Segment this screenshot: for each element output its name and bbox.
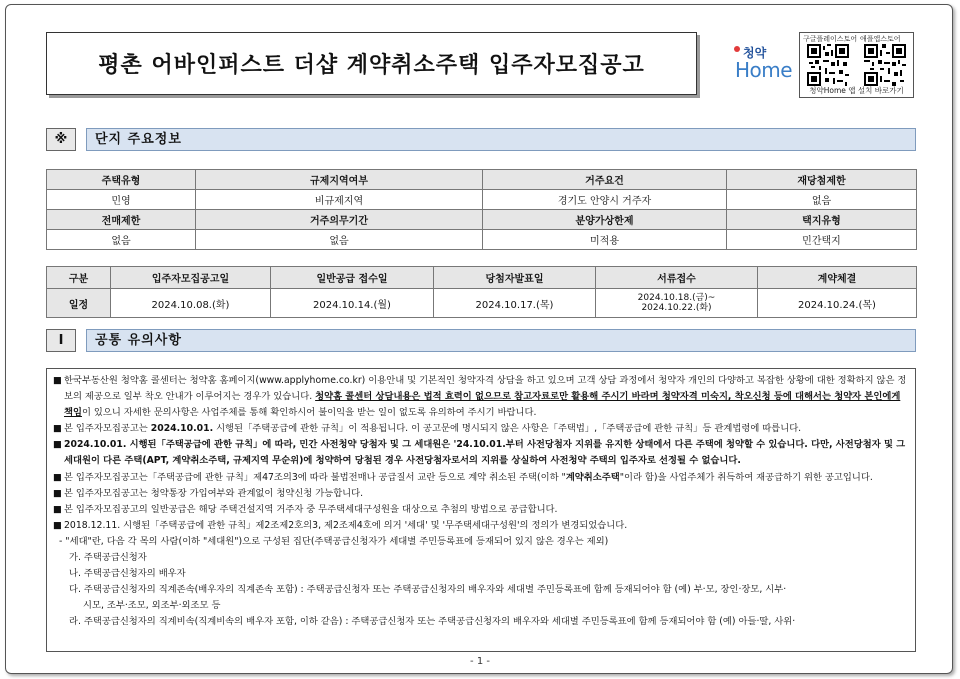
table-header-cell: 구분	[47, 267, 111, 289]
notice-text: 가. 주택공급신청자	[69, 552, 147, 564]
table-cell: 2024.10.14.(월)	[271, 289, 434, 318]
table-header-cell: 계약체결	[758, 267, 917, 289]
table-row-label: 일정	[47, 289, 111, 318]
table-cell: 미적용	[483, 230, 727, 250]
table-cell: 민간택지	[727, 230, 917, 250]
schedule-table	[46, 266, 917, 318]
notice-box	[46, 368, 916, 652]
table-header-cell: 당첨자발표일	[434, 267, 596, 289]
doc-period-end: 2024.10.22.(화)	[641, 303, 712, 313]
notice-text: 본 입주자모집공고는 청약통장 가입여부와 관계없이 청약신청 가능합니다.	[64, 487, 364, 499]
table-header-cell: 입주자모집공고일	[111, 267, 271, 289]
notice-text: 본 입주자모집공고는	[64, 423, 151, 435]
page-number: - 1 -	[470, 656, 490, 667]
section-header-common	[46, 329, 916, 352]
notice-list-item	[53, 614, 911, 630]
section-label: 단지 주요정보	[86, 128, 916, 151]
notice-subparagraph	[53, 534, 911, 550]
notice-list-item	[53, 566, 911, 582]
table-cell: 2024.10.17.(목)	[434, 289, 596, 318]
complex-info-table	[46, 169, 917, 250]
bullet-icon: ■	[53, 423, 62, 435]
bullet-icon: ■	[53, 375, 62, 386]
table-cell: 2024.10.24.(목)	[758, 289, 917, 318]
logo-text-home: Home	[735, 58, 793, 82]
qr-label-google: 구글플레이스토어	[803, 35, 858, 43]
doc-period-start: 2024.10.18.(금)~	[637, 293, 716, 303]
table-header-cell: 규제지역여부	[196, 170, 483, 190]
notice-text: 본 입주자모집공고는「주택공급에 관한 규칙」제47조의3에 따라 불법전매나 공급질서 교란 등으로 계약 취소된 주택(이하 "	[64, 471, 566, 483]
table-header-cell: 전매제한	[47, 210, 196, 230]
table-header-cell: 거주요건	[483, 170, 727, 190]
notice-paragraph	[53, 502, 911, 518]
table-header-cell: 서류접수	[596, 267, 758, 289]
notice-text: 2018.12.11. 시행된「주택공급에 관한 규칙」제2조제2호의3, 제2조제4호에 의거 '세대' 및 '무주택세대구성원'의 정의가 변경되었습니다.	[64, 519, 628, 531]
notice-text: 본 입주자모집공고의 일반공급은 해당 주택건설지역 거주자 중 무주택세대구성원을 대상으로 추첨의 방법으로 공급합니다.	[64, 503, 558, 515]
notice-text: 2024.10.01. 시행된「주택공급에 관한 규칙」에 따라, 민간 사전청약 당첨자 및 그 세대원은 '24.10.01.부터 사전당첨자 지위를 유지한 상태에서 다른 주택에 청약할 수 있습니다. 다만, 사전당첨자 및 그 세대원이 다른 주택(APT, 계약취소주택, 규제지역 무순위)에 청약하여 당첨된 경우 사전당첨자로서의 지위를 상실하여 사전청약 주택의 입주자로 선정될 수 없습니다.	[64, 439, 906, 467]
notice-paragraph	[53, 373, 911, 421]
bullet-icon: ■	[53, 439, 62, 451]
notice-paragraph	[53, 518, 911, 534]
table-row	[47, 190, 917, 210]
notice-paragraph	[53, 470, 911, 486]
qr-label-apple: 애플앱스토어	[860, 35, 901, 43]
table-cell: 없음	[47, 230, 196, 250]
section-header-info	[46, 128, 916, 151]
qr-caption: 청약Home 앱 설치 바로가기	[809, 86, 904, 95]
qr-code-box	[799, 32, 914, 98]
table-cell: 없음	[727, 190, 917, 210]
page-title: 평촌 어바인퍼스트 더샵 계약취소주택 입주자모집공고	[98, 53, 645, 78]
table-cell: 민영	[47, 190, 196, 210]
section-symbol: ※	[46, 128, 76, 151]
table-cell: 2024.10.08.(화)	[111, 289, 271, 318]
table-cell-doc-period	[596, 289, 758, 318]
notice-text: 다. 주택공급신청자의 직계존속(배우자의 직계존속 포함) : 주택공급신청자 또는 주택공급신청자의 배우자와 세대별 주민등록표에 함께 등재되어야 함 (예) 부·모, 장인·장모, 시부·	[69, 584, 787, 596]
table-cell: 경기도 안양시 거주자	[483, 190, 727, 210]
table-cell: 없음	[196, 230, 483, 250]
notice-text: "이라 함)을 사업주체가 취득하여 재공급하기 위한 공고입니다.	[619, 471, 873, 483]
table-header-cell: 주택유형	[47, 170, 196, 190]
section-symbol: Ⅰ	[46, 329, 76, 352]
table-header-cell: 일반공급 접수일	[271, 267, 434, 289]
table-header-cell: 택지유형	[727, 210, 917, 230]
bullet-icon: ■	[53, 487, 62, 499]
notice-list-item	[53, 550, 911, 566]
bullet-icon: ■	[53, 519, 62, 531]
section-label: 공통 유의사항	[86, 329, 916, 352]
notice-paragraph	[53, 486, 911, 502]
qr-code-icon[interactable]	[864, 44, 906, 86]
notice-text-continued: 시모, 조부·조모, 외조부·외조모 등	[83, 600, 221, 612]
logo-text-top: 청약	[743, 46, 767, 60]
notice-emphasis: 2024.10.01.	[150, 423, 214, 435]
applyhome-logo[interactable]	[729, 42, 791, 88]
title-box	[46, 32, 697, 95]
notice-emphasis: 청약홈 콜센터 상담내용은 법적 효력이 없으므로 참고자료로만 활용해 주시기 바라며 청약자격 미숙지, 착오신청 등에 대해서는 청약자 본인에게 책임	[64, 391, 901, 419]
notice-text: 시행된「주택공급에 관한 규칙」이 적용됩니다. 이 공고문에 명시되지 않은 사항은「주택법」,「주택공급에 관한 규칙」등 관계법령에 따릅니다.	[213, 423, 802, 435]
table-header-row	[47, 170, 917, 190]
table-header-cell: 재당첨제한	[727, 170, 917, 190]
bullet-icon: ■	[53, 503, 62, 515]
table-header-cell: 분양가상한제	[483, 210, 727, 230]
notice-text: - "세대"란, 다음 각 목의 사람(이하 "세대원")으로 구성된 집단(주택공급신청자가 세대별 주민등록표에 등재되어 있지 않은 경우는 제외)	[59, 535, 609, 547]
notice-paragraph	[53, 437, 911, 469]
notice-paragraph	[53, 421, 911, 437]
notice-text: 한국부동산원 청약홈 콜센터는 청약홈 홈페이지(www.applyhome.co.kr) 이용안내 및 기본적인 청약자격 상담을 하고 있으며 고객 상담 과정에서 청약자 개인의 다양하고 복잡한 상황에 대한 정확하지 않은 정보의 제공으로 일부 착오 안내가 이루어지는 경우가 있습니다.	[64, 375, 907, 403]
qr-code-icon[interactable]	[807, 44, 849, 86]
table-row	[47, 230, 917, 250]
notice-text: 나. 주택공급신청자의 배우자	[69, 568, 186, 580]
table-row	[47, 289, 917, 318]
table-header-row	[47, 267, 917, 289]
notice-text: 라. 주택공급신청자의 직계비속(직계비속의 배우자 포함, 이하 같음) : 주택공급신청자 또는 주택공급신청자의 배우자와 세대별 주민등록표에 함께 등재되어야 함 (예) 아들·딸, 사위·	[69, 616, 796, 628]
notice-list-item	[53, 582, 911, 614]
table-header-row	[47, 210, 917, 230]
table-header-cell: 거주의무기간	[196, 210, 483, 230]
table-cell: 비규제지역	[196, 190, 483, 210]
notice-emphasis: 계약취소주택	[565, 471, 620, 483]
notice-text: 이 있으니 자세한 문의사항은 사업주체를 통해 확인하시어 불이익을 받는 일이 없도록 유의하여 주시기 바랍니다.	[81, 407, 537, 419]
bullet-icon: ■	[53, 471, 62, 483]
